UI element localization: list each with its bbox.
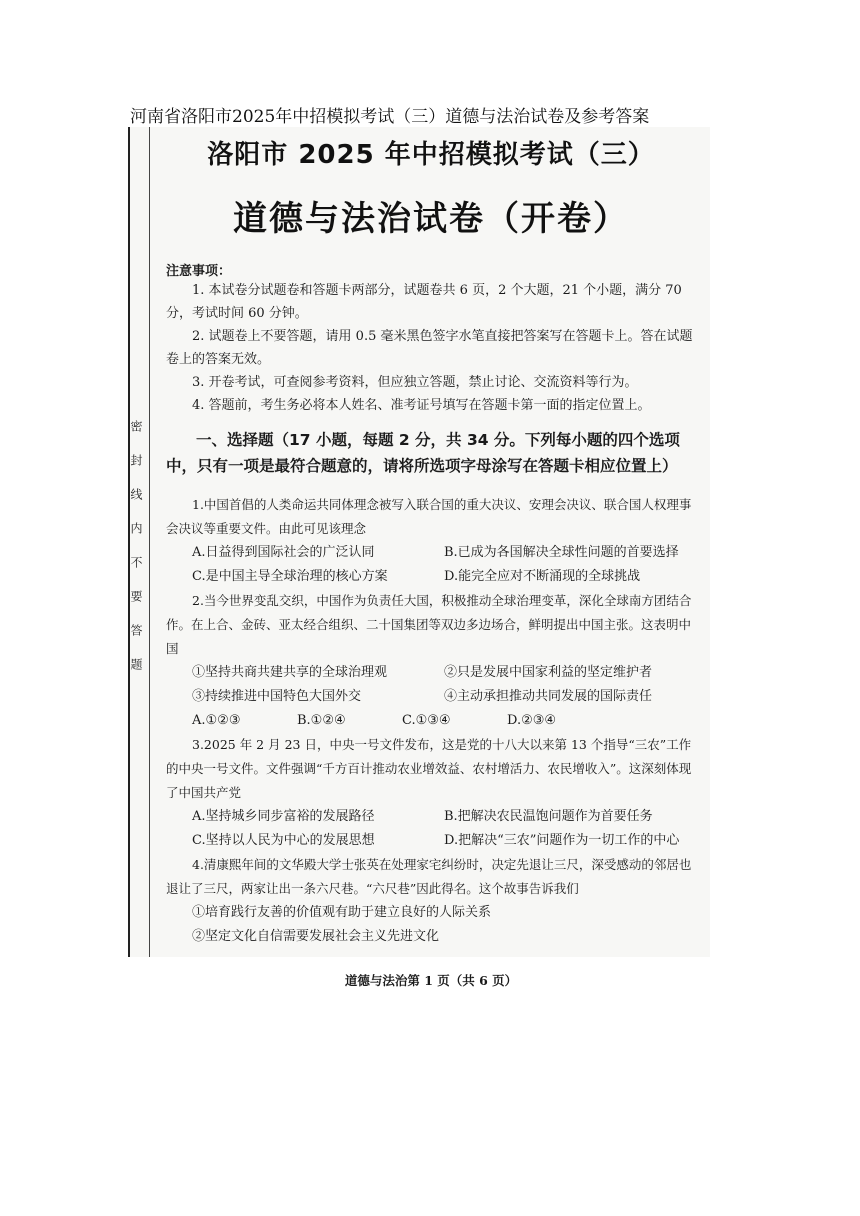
option: A.坚持城乡同步富裕的发展路径 xyxy=(192,809,375,824)
note-item: 3. 开卷考试，可查阅参考资料，但应独立答题，禁止讨论、交流资料等行为。 xyxy=(192,375,638,390)
option: D.能完全应对不断涌现的全球挑战 xyxy=(444,569,641,584)
option: A.日益得到国际社会的广泛认同 xyxy=(192,545,375,560)
question-stem: 4.清康熙年间的文华殿大学士张英在处理家宅纠纷时，决定先退让三尺，深受感动的邻居也退让了三尺，两家让出一条六尺巷。“六尺巷”因此得名。这个故事告诉我们 xyxy=(166,857,692,896)
question-stem: 2.当今世界变乱交织，中国作为负责任大国，积极推动全球治理变革，深化全球南方团结合作。在上合、金砖、亚太经合组织、二十国集团等双边多边场合，鲜明提出中国主张。这表明中国 xyxy=(166,593,692,656)
statement-list xyxy=(166,661,696,709)
option-list xyxy=(166,541,696,589)
option: D.把解决“三农”问题作为一切工作的中心 xyxy=(444,833,680,848)
option: D.②③④ xyxy=(507,713,557,728)
page-footer: 道德与法治第 1 页（共 6 页） xyxy=(344,973,518,988)
question-stem: 1.中国首倡的人类命运共同体理念被写入联合国的重大决议、安理会决议、联合国人权理事会决议等重要文件。由此可见该理念 xyxy=(166,497,692,536)
option: B.已成为各国解决全球性问题的首要选择 xyxy=(444,545,679,560)
option-list xyxy=(166,805,696,853)
option: B.①②④ xyxy=(297,713,346,728)
binding-label: 密封线内不要答题 xyxy=(129,420,143,692)
statement: ④主动承担推动共同发展的国际责任 xyxy=(444,689,653,704)
option: A.①②③ xyxy=(192,713,241,728)
option: C.①③④ xyxy=(402,713,451,728)
statement: ①坚持共商共建共享的全球治理观 xyxy=(192,665,388,680)
question-stem: 3.2025 年 2 月 23 日，中央一号文件发布，这是党的十八大以来第 13 个指导“三农”工作的中央一号文件。文件强调“千方百计推动农业增效益、农村增活力、农民增收入”。这深刻体现了中国共产党 xyxy=(166,737,692,800)
section-heading: 一、选择题（17 小题，每题 2 分，共 34 分。下列每小题的四个选项中，只有一项是最符合题意的，请将所选项字母涂写在答题卡相应位置上） xyxy=(166,431,680,475)
document-caption: 河南省洛阳市2025年中招模拟考试（三）道德与法治试卷及参考答案 xyxy=(130,107,650,127)
note-item: 2. 试题卷上不要答题，请用 0.5 毫米黑色签字水笔直接把答案写在答题卡上。答在试题卷上的答案无效。 xyxy=(166,329,693,367)
statement: ①培育践行友善的价值观有助于建立良好的人际关系 xyxy=(192,905,492,920)
exam-subject: 道德与法治试卷（开卷） xyxy=(233,199,629,239)
option: C.坚持以人民为中心的发展思想 xyxy=(192,833,375,848)
option: C.是中国主导全球治理的核心方案 xyxy=(192,569,388,584)
statement: ②只是发展中国家利益的坚定维护者 xyxy=(444,665,653,680)
option: B.把解决农民温饱问题作为首要任务 xyxy=(444,809,653,824)
note-item: 4. 答题前，考生务必将本人姓名、准考证号填写在答题卡第一面的指定位置上。 xyxy=(192,398,651,413)
statement: ②坚定文化自信需要发展社会主义先进文化 xyxy=(192,929,440,944)
binding-line-inner xyxy=(149,127,150,957)
option-list xyxy=(166,709,696,733)
notes-heading: 注意事项： xyxy=(166,264,232,279)
exam-content xyxy=(166,132,696,989)
exam-title: 洛阳市 2025 年中招模拟考试（三） xyxy=(207,140,655,170)
note-item: 1. 本试卷分试题卷和答题卡两部分，试题卷共 6 页，2 个大题，21 个小题，满分 70 分，考试时间 60 分钟。 xyxy=(166,283,682,321)
statement: ③持续推进中国特色大国外交 xyxy=(192,689,362,704)
